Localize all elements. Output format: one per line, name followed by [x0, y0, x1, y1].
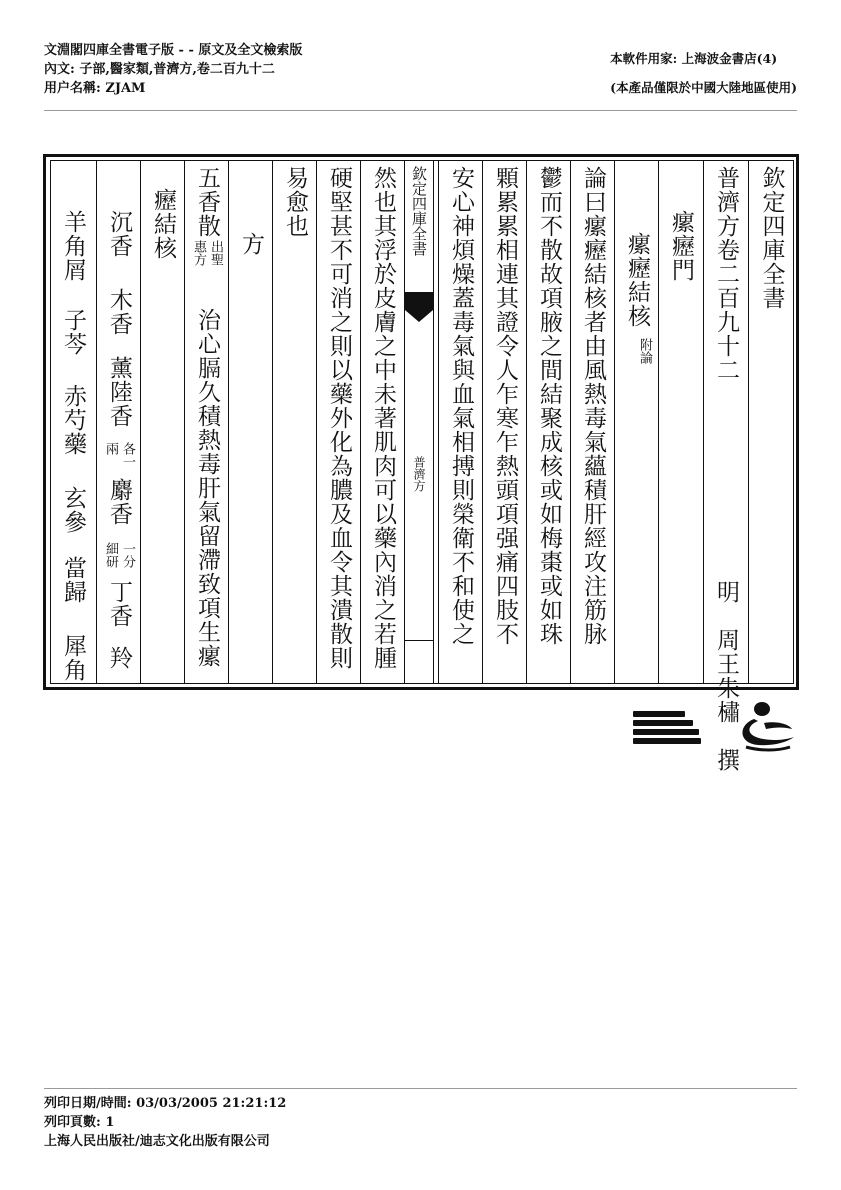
- header-region-note: (本產品僅限於中國大陸地區使用): [610, 80, 797, 95]
- formula-source-note: 出聖 惠方: [191, 240, 223, 266]
- column-6: [526, 160, 570, 684]
- fold-title: 欽定四庫全書: [410, 166, 428, 256]
- fold-bottom-rule: [405, 640, 433, 641]
- publisher-logo-bars: [633, 711, 701, 747]
- book-title: 欽定四庫全書: [758, 166, 785, 310]
- header-licensee: 本軟件用家: 上海波金書店(4): [610, 51, 778, 66]
- header-divider: [44, 110, 797, 111]
- column-4: [614, 160, 658, 684]
- text-line-6: 硬堅甚不可消之則以藥外化為膿及血令其潰散則: [326, 166, 352, 670]
- footer-print-datetime: 列印日期/時間: 03/03/2005 21:21:12: [44, 1096, 287, 1111]
- ingredient-6-start: 羚: [106, 646, 132, 670]
- column-2: [703, 160, 748, 772]
- column-1: [748, 160, 794, 684]
- fold-subtitle: 普濟方: [412, 456, 426, 492]
- column-7: [482, 160, 526, 684]
- ingredient-4-dose: 一分 細研: [103, 542, 135, 568]
- ingredient-10: 當歸: [60, 556, 86, 604]
- formula-heading: 方: [238, 232, 264, 256]
- ingredient-4: 麝香: [106, 478, 132, 526]
- column-3: [658, 160, 703, 684]
- column-8: [438, 160, 482, 684]
- column-10: [316, 160, 360, 684]
- column-9: [360, 160, 404, 684]
- column-5: [570, 160, 614, 684]
- formula-name: 五香散: [194, 166, 220, 238]
- ingredient-5: 丁香: [106, 580, 132, 628]
- text-line-2: 鬱而不散故項腋之間結聚成核或如梅棗或如珠: [536, 166, 562, 646]
- text-line-5: 然也其浮於皮膚之中未著肌肉可以藥內消之若腫: [370, 166, 396, 670]
- header-title: 文淵閣四庫全書電子版 - - 原文及全文檢索版: [44, 43, 303, 58]
- footer-divider: [44, 1088, 797, 1089]
- author-line: 明 周王朱橚 撰: [713, 580, 739, 772]
- text-line-4: 安心神煩燥蓋毒氣與血氣相搏則榮衛不和使之: [448, 166, 474, 646]
- section-heading: 瘰癧門: [668, 210, 694, 282]
- header-username: 用户名稱: ZJAM: [44, 81, 146, 96]
- column-16: [50, 160, 96, 684]
- ingredient-7: 子芩: [60, 308, 86, 356]
- formula-indication: 治心膈久積熱毒肝氣留滯致項生瘰: [194, 308, 220, 668]
- text-line-7: 易愈也: [282, 166, 308, 238]
- column-15: [96, 160, 140, 684]
- ingredient-9: 玄參: [60, 486, 86, 534]
- publisher-seal-icon: [736, 699, 796, 753]
- header-content-path: 內文: 子部,醫家類,普濟方,卷二百九十二: [44, 62, 275, 77]
- footer-publisher: 上海人民出版社/迪志文化出版有限公司: [44, 1134, 270, 1149]
- column-11: [272, 160, 316, 684]
- subsection-heading: 瘰癧結核: [624, 232, 650, 328]
- ingredient-6-end: 羊角屑: [60, 210, 86, 282]
- text-line-3: 顆累累相連其證令人乍寒乍熱頭項强痛四肢不: [492, 166, 518, 646]
- header-right: [610, 44, 797, 102]
- header-left: [44, 41, 302, 98]
- column-12: [228, 160, 272, 684]
- footer: [44, 1094, 286, 1151]
- volume-title: 普濟方卷二百九十二: [713, 166, 739, 382]
- subsection-note: 附論: [637, 338, 652, 364]
- ingredient-1: 沉香: [106, 210, 132, 258]
- ingredient-11: 犀角: [60, 634, 86, 682]
- fishtail-mark: [405, 292, 433, 310]
- column-13: [184, 160, 228, 684]
- center-fold: [404, 160, 434, 684]
- text-line-1: 論曰瘰癧結核者由風熱毒氣蘊積肝經攻注筋脉: [580, 166, 606, 646]
- ingredient-8: 赤芍藥: [60, 384, 86, 456]
- ingredient-3-dose: 各一 兩: [103, 442, 135, 468]
- column-14: [140, 160, 184, 684]
- ingredient-2: 木香: [106, 288, 132, 336]
- ingredient-3: 薰陸香: [106, 356, 132, 428]
- footer-page-count: 列印頁數: 1: [44, 1115, 115, 1130]
- formula-indication-cont: 癧結核: [150, 188, 176, 260]
